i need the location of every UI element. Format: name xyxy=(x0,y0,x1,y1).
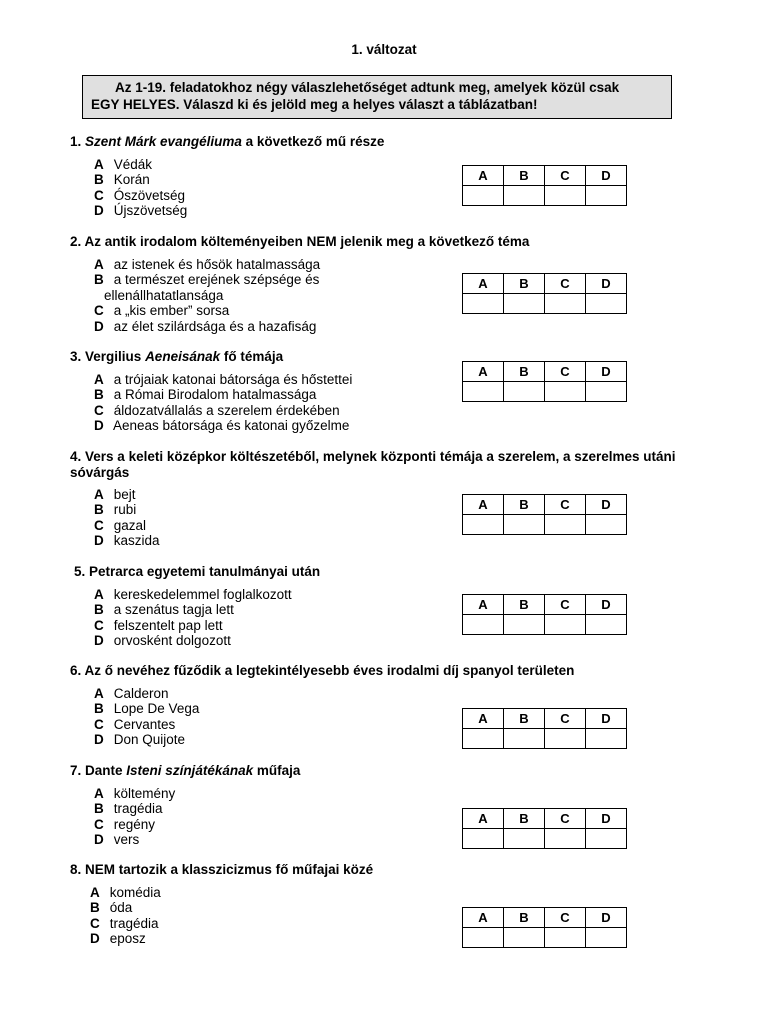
answer-cell-a[interactable] xyxy=(463,729,504,749)
header-d: D xyxy=(586,908,627,928)
answer-cell-b[interactable] xyxy=(504,382,545,402)
options xyxy=(94,786,175,848)
answer-cell-a[interactable] xyxy=(463,829,504,849)
option-d: D Újszövetség xyxy=(94,203,188,219)
header-d: D xyxy=(586,495,627,515)
answer-table xyxy=(462,594,627,635)
header-c: C xyxy=(545,809,586,829)
option-a: A kereskedelemmel foglalkozott xyxy=(94,587,292,602)
header-d: D xyxy=(586,166,627,186)
header-a: A xyxy=(463,166,504,186)
answer-cell-b[interactable] xyxy=(504,294,545,314)
header-d: D xyxy=(586,362,627,382)
header-d: D xyxy=(586,809,627,829)
header-a: A xyxy=(463,362,504,382)
header-c: C xyxy=(545,362,586,382)
answer-cell-a[interactable] xyxy=(463,928,504,948)
options xyxy=(94,686,199,748)
header-a: A xyxy=(463,595,504,615)
option-d: D orvosként dolgozott xyxy=(94,633,231,649)
question-text: 8. NEM tartozik a klasszicizmus fő műfajai közé xyxy=(70,862,374,877)
header-c: C xyxy=(545,274,586,294)
answer-cell-b[interactable] xyxy=(504,729,545,749)
option-c: C Cervantes xyxy=(94,716,176,732)
answer-cell-c[interactable] xyxy=(545,186,586,206)
question-5 xyxy=(0,564,768,649)
answer-cell-c[interactable] xyxy=(545,928,586,948)
answer-cell-a[interactable] xyxy=(463,515,504,535)
answer-cell-c[interactable] xyxy=(545,615,586,635)
question-3 xyxy=(0,349,768,434)
option-a: A Calderon xyxy=(94,686,169,701)
option-b: B a szenátus tagja lett xyxy=(94,602,234,618)
header-d: D xyxy=(586,595,627,615)
header-c: C xyxy=(545,709,586,729)
question-4 xyxy=(0,449,768,549)
options xyxy=(94,372,352,434)
header-a: A xyxy=(463,709,504,729)
option-a: A komédia xyxy=(90,885,161,900)
header-b: B xyxy=(504,595,545,615)
answer-table xyxy=(462,494,627,535)
option-c: C tragédia xyxy=(90,915,159,931)
option-d: D Aeneas bátorsága és katonai győzelme xyxy=(94,418,350,434)
options xyxy=(90,885,161,947)
question-text: 6. Az ő nevéhez fűződik a legtekintélyesebb éves irodalmi díj spanyol területen xyxy=(70,663,575,678)
option-b: B óda xyxy=(90,900,133,916)
answer-table xyxy=(462,907,627,948)
header-b: B xyxy=(504,166,545,186)
option-c: C gazal xyxy=(94,517,147,533)
question-text: 3. Vergilius Aeneisának fő témája xyxy=(70,349,284,364)
answer-cell-d[interactable] xyxy=(586,515,627,535)
option-d: D kaszida xyxy=(94,533,160,549)
answer-table xyxy=(462,708,627,749)
header-b: B xyxy=(504,709,545,729)
option-d: D az élet szilárdsága és a hazafiság xyxy=(94,318,317,334)
option-c: C Ószövetség xyxy=(94,187,186,203)
header-b: B xyxy=(504,495,545,515)
option-b: B tragédia xyxy=(94,801,163,817)
header-b: B xyxy=(504,274,545,294)
answer-cell-d[interactable] xyxy=(586,729,627,749)
answer-cell-b[interactable] xyxy=(504,829,545,849)
answer-cell-d[interactable] xyxy=(586,615,627,635)
question-1 xyxy=(0,134,768,219)
option-c: C a „kis ember” sorsa xyxy=(94,303,230,319)
option-b: B rubi xyxy=(94,502,137,518)
question-2 xyxy=(0,234,768,334)
answer-cell-d[interactable] xyxy=(586,294,627,314)
question-text: 4. Vers a keleti középkor költészetéből, melynek központi témája a szerelem, a szerelmes utáni sóvárgás xyxy=(70,449,676,480)
option-a: A az istenek és hősök hatalmassága xyxy=(94,257,321,272)
answer-cell-b[interactable] xyxy=(504,186,545,206)
header-d: D xyxy=(586,274,627,294)
header-b: B xyxy=(504,362,545,382)
answer-table xyxy=(462,165,627,206)
question-text: 5. Petrarca egyetemi tanulmányai után xyxy=(74,564,321,579)
instruction-line-1: Az 1-19. feladatokhoz négy válaszlehetőséget adtunk meg, amelyek közül csak xyxy=(115,80,620,95)
options xyxy=(94,157,187,219)
option-b: B Lope De Vega xyxy=(94,701,200,717)
option-b-continued: ellenállhatatlansága xyxy=(104,287,224,303)
option-c: C regény xyxy=(94,816,156,832)
answer-cell-a[interactable] xyxy=(463,294,504,314)
option-b: B a természet erejének szépsége és xyxy=(94,272,320,288)
answer-cell-b[interactable] xyxy=(504,928,545,948)
answer-cell-a[interactable] xyxy=(463,382,504,402)
answer-cell-c[interactable] xyxy=(545,515,586,535)
header-a: A xyxy=(463,495,504,515)
page-title: 1. változat xyxy=(351,42,417,57)
answer-cell-c[interactable] xyxy=(545,294,586,314)
answer-cell-a[interactable] xyxy=(463,186,504,206)
header-a: A xyxy=(463,809,504,829)
answer-cell-d[interactable] xyxy=(586,186,627,206)
option-a: A a trójaiak katonai bátorsága és hőstettei xyxy=(94,372,353,387)
answer-cell-d[interactable] xyxy=(586,829,627,849)
answer-cell-b[interactable] xyxy=(504,615,545,635)
answer-table xyxy=(462,808,627,849)
answer-cell-d[interactable] xyxy=(586,382,627,402)
header-b: B xyxy=(504,908,545,928)
answer-cell-d[interactable] xyxy=(586,928,627,948)
option-b: B a Római Birodalom hatalmassága xyxy=(94,387,317,403)
header-c: C xyxy=(545,595,586,615)
option-d: D eposz xyxy=(90,931,146,947)
question-text: 7. Dante Isteni színjátékának műfaja xyxy=(70,763,301,778)
option-a: A Védák xyxy=(94,157,153,172)
answer-table xyxy=(462,361,627,402)
answer-cell-c[interactable] xyxy=(545,729,586,749)
header-c: C xyxy=(545,495,586,515)
answer-cell-a[interactable] xyxy=(463,615,504,635)
options xyxy=(94,587,292,649)
question-8 xyxy=(0,862,768,947)
question-text: 2. Az antik irodalom költeményeiben NEM jelenik meg a következő téma xyxy=(70,234,530,249)
answer-cell-c[interactable] xyxy=(545,829,586,849)
answer-table xyxy=(462,273,627,314)
options xyxy=(94,257,320,334)
header-b: B xyxy=(504,809,545,829)
options xyxy=(94,487,160,549)
header-c: C xyxy=(545,908,586,928)
option-a: A költemény xyxy=(94,786,176,801)
answer-cell-c[interactable] xyxy=(545,382,586,402)
header-a: A xyxy=(463,274,504,294)
option-d: D Don Quijote xyxy=(94,732,186,748)
answer-cell-b[interactable] xyxy=(504,515,545,535)
header-d: D xyxy=(586,709,627,729)
option-c: C felszentelt pap lett xyxy=(94,617,223,633)
instruction-box xyxy=(82,75,672,119)
instruction-line-2: EGY HELYES. Válaszd ki és jelöld meg a helyes választ a táblázatban! xyxy=(91,97,538,112)
option-d: D vers xyxy=(94,832,140,848)
header-c: C xyxy=(545,166,586,186)
question-text: 1. Szent Márk evangéliuma a következő mű része xyxy=(70,134,385,149)
option-c: C áldozatvállalás a szerelem érdekében xyxy=(94,402,340,418)
question-7 xyxy=(0,763,768,848)
option-b: B Korán xyxy=(94,172,150,188)
question-6 xyxy=(0,663,768,748)
option-a: A bejt xyxy=(94,487,136,502)
header-a: A xyxy=(463,908,504,928)
